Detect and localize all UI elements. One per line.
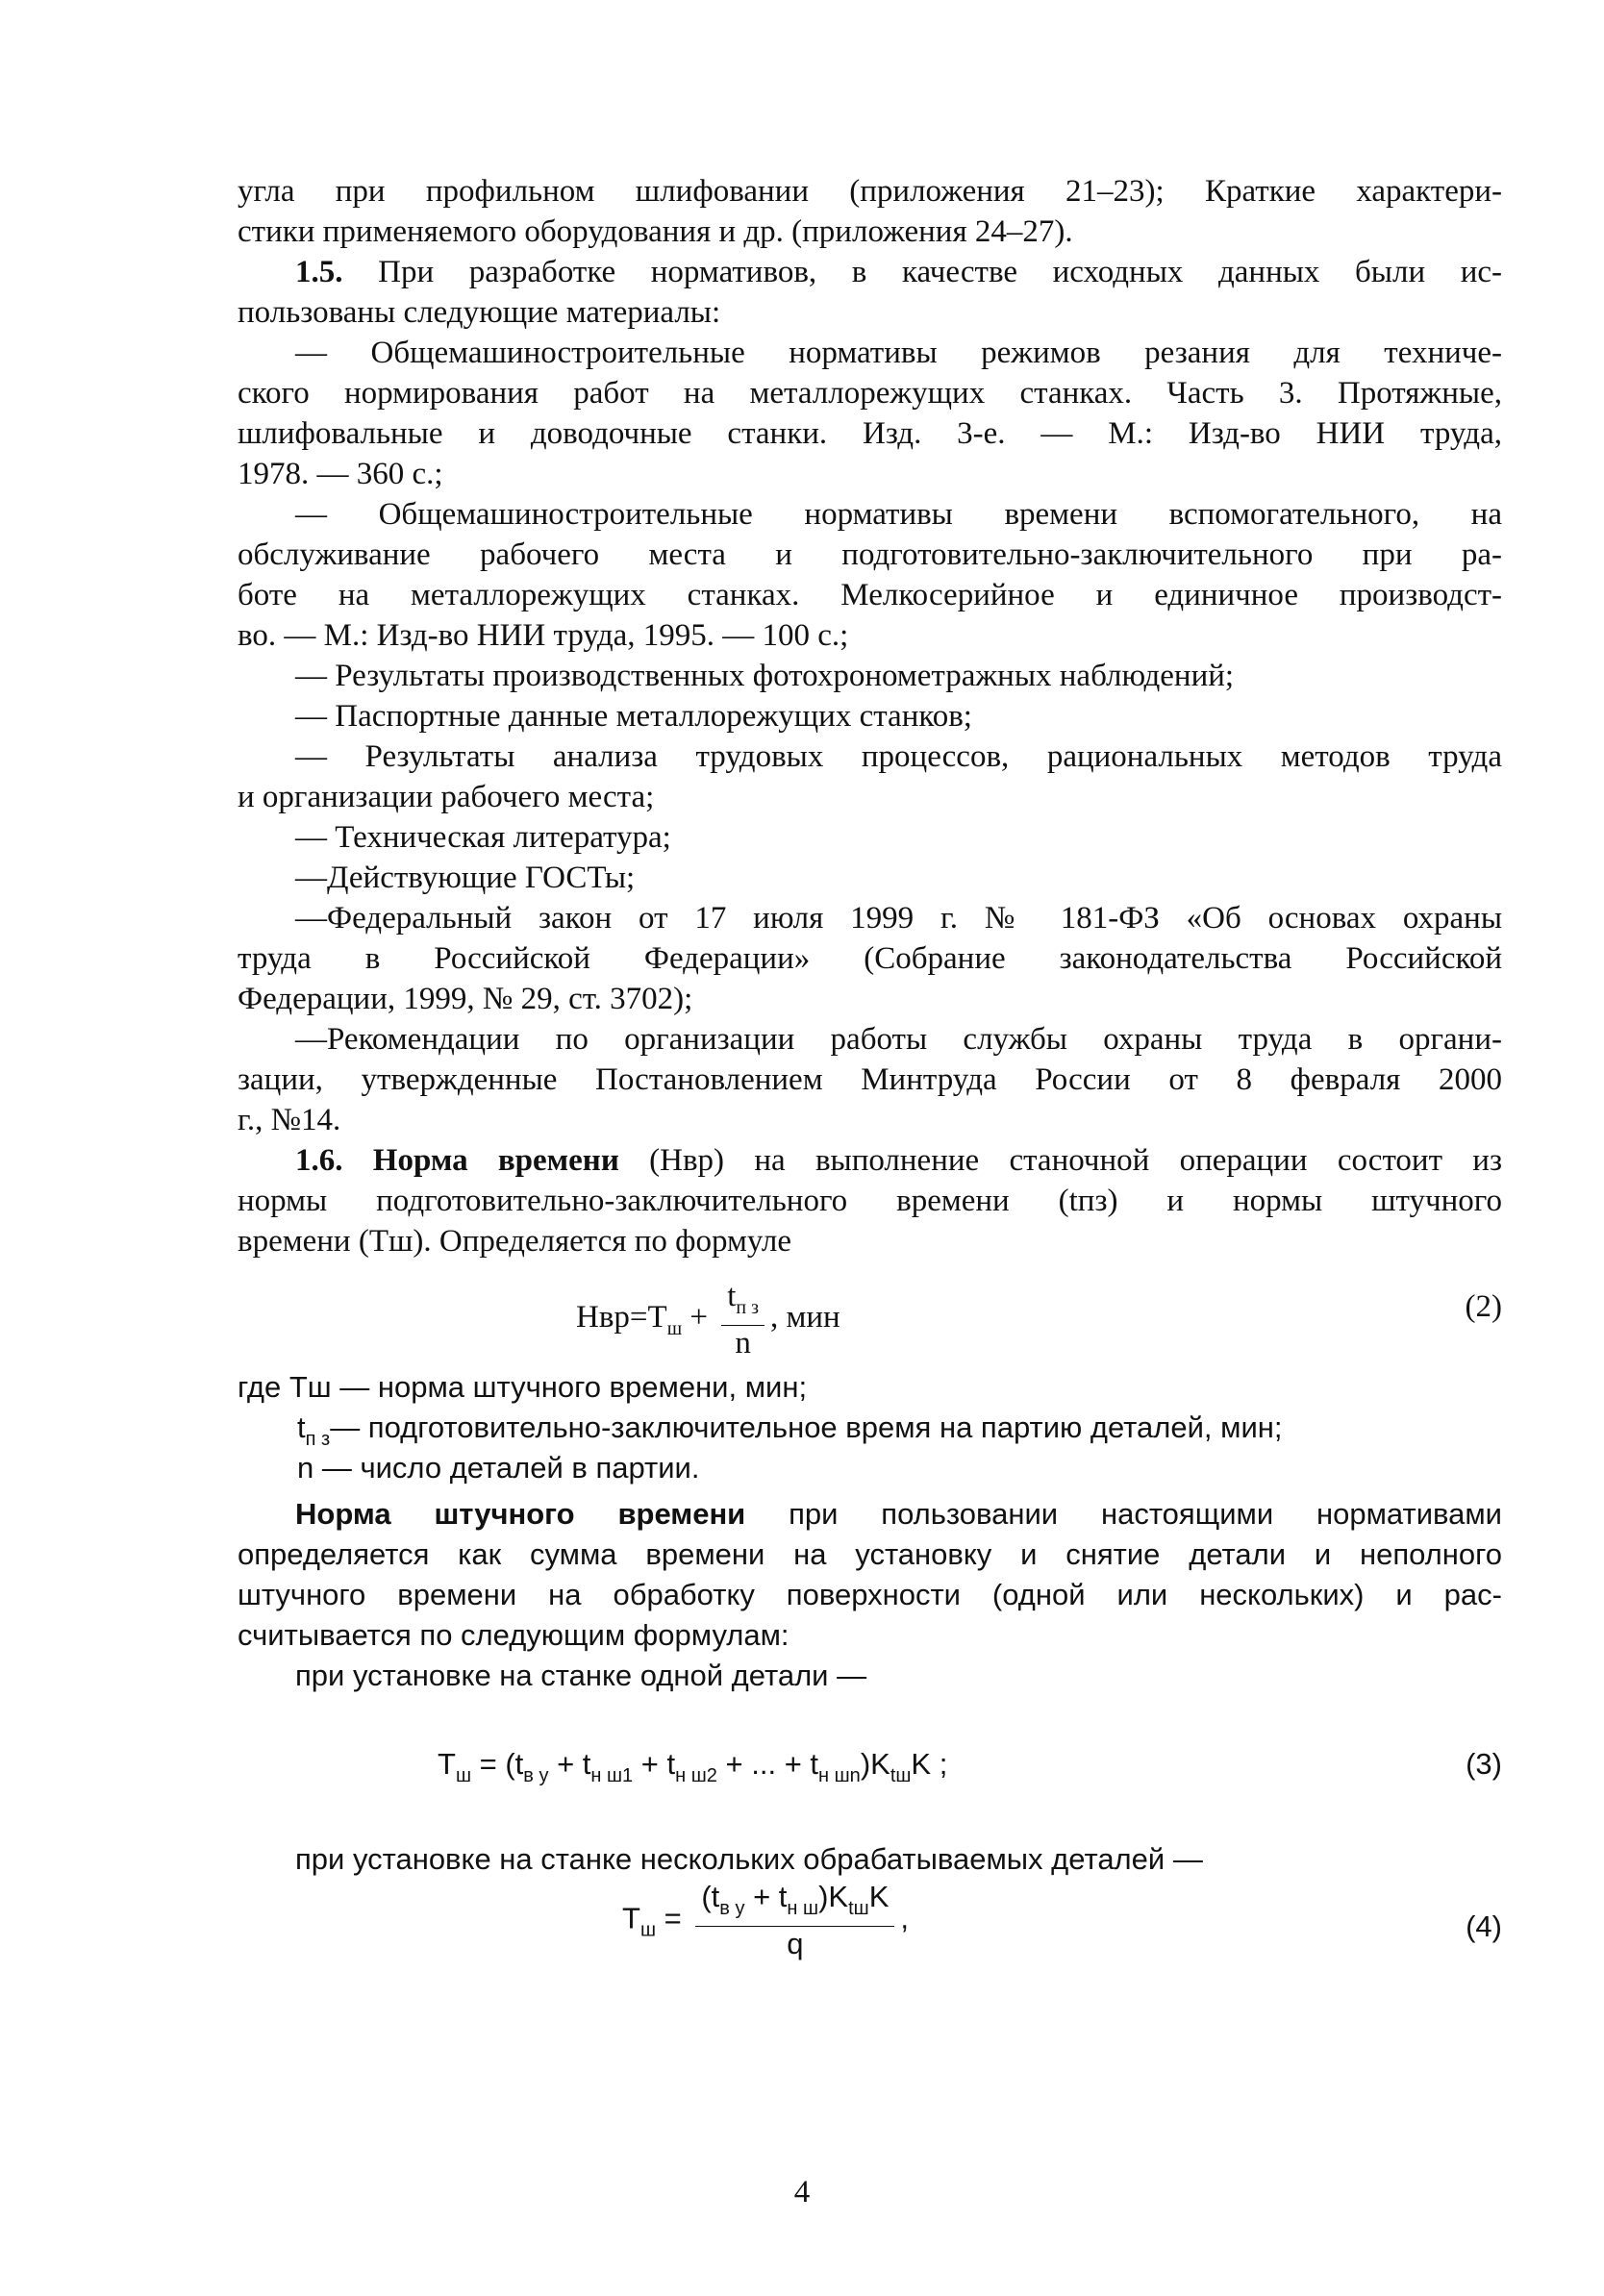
formula-term: )K: [860, 1747, 890, 1781]
text-line: — Техническая литература;: [295, 820, 671, 855]
denominator: n: [735, 1326, 751, 1360]
text-line: — Общемашиностроительные нормативы режимов резания для техниче-: [295, 336, 1502, 370]
fraction: [721, 1279, 764, 1360]
text-line: —Действующие ГОСТы;: [295, 861, 636, 895]
subscript: п з: [305, 1429, 331, 1450]
bold-term: Норма штучного времени: [295, 1497, 746, 1531]
text-line: стики применяемого оборудования и др. (приложения 24–27).: [238, 214, 1073, 249]
subscript: tш: [848, 1898, 869, 1919]
equation-number: (3): [1466, 1747, 1502, 1781]
subscript: ш: [455, 1765, 471, 1786]
section-1-6: [238, 1140, 1502, 1181]
text-line: ского нормирования работ на металлорежущих станках. Часть 3. Протяжные,: [238, 376, 1502, 411]
page-number: 4: [793, 2175, 811, 2209]
text-line: — подготовительно-заключительное время на партию деталей, мин;: [330, 1410, 1283, 1444]
text-line: и организации рабочего места;: [238, 780, 655, 814]
text-line: пользованы следующие материалы:: [238, 295, 721, 330]
formula-term: + ... + t: [716, 1747, 819, 1781]
text-line: при установке на станке одной детали —: [295, 1659, 867, 1692]
subscript: ш: [666, 1318, 683, 1340]
plus-sign: +: [689, 1300, 708, 1335]
text-line: —Федеральный закон от 17 июля 1999 г. № 181-ФЗ «Об основах охраны: [295, 901, 1502, 936]
text-line: зации, утвержденные Постановлением Минтруда России от 8 февраля 2000: [238, 1062, 1502, 1097]
subscript: tш: [890, 1765, 912, 1786]
text-line: боте на металлорежущих станках. Мелкосерийное и единичное производст-: [238, 578, 1502, 612]
subscript: н ш: [787, 1898, 819, 1919]
equation-number: (4): [1466, 1909, 1502, 1943]
fraction: [695, 1880, 894, 1961]
text-line: угла при профильном шлифовании (приложения 21–23); Краткие характери-: [238, 174, 1502, 209]
text-line: нормы подготовительно-заключительного времени (tпз) и нормы штучного: [238, 1184, 1502, 1218]
text-line: считывается по следующим формулам:: [238, 1618, 789, 1652]
unit: , мин: [770, 1300, 840, 1335]
subscript: в у: [523, 1765, 549, 1786]
formula-3: [238, 1696, 1502, 1839]
formula-term: )K: [818, 1880, 849, 1913]
piece-norm-paragraph: [238, 1494, 1502, 1535]
document-page: [238, 171, 1502, 2024]
formula-term: K ;: [911, 1747, 948, 1781]
text-line: где Тш — норма штучного времени, мин;: [238, 1370, 808, 1404]
text-line: труда в Российской Федерации» (Собрание законодательства Российской: [238, 941, 1502, 976]
formula-term: + t: [548, 1747, 591, 1781]
text-line: 1978. — 360 с.;: [238, 457, 443, 491]
text-line: — Результаты производственных фотохронометражных наблюдений;: [295, 659, 1235, 693]
formula-2: [238, 1261, 1502, 1367]
formula-lhs: Нвр=Т: [576, 1300, 667, 1335]
text-line: на выполнение станочной операции состоит из: [754, 1143, 1503, 1178]
formula-term: = (t: [479, 1747, 524, 1781]
numerator: t: [727, 1279, 737, 1313]
text-line: При разработке нормативов, в качестве исходных данных были ис-: [378, 255, 1503, 289]
formula-term: + t: [633, 1747, 676, 1781]
subscript: н ш1: [590, 1765, 634, 1786]
subscript: н шn: [818, 1765, 861, 1786]
section-1-5: [238, 252, 1502, 292]
formula-lhs: Т: [622, 1901, 640, 1935]
text-line: Федерации, 1999, № 29, ст. 3702);: [238, 982, 693, 1016]
denominator: q: [787, 1927, 804, 1960]
definition-tpz: [238, 1408, 1502, 1448]
text-line: времени (Тш). Определяется по формуле: [238, 1224, 792, 1259]
text-line: определяется как сумма времени на установку и снятие детали и неполного: [238, 1537, 1502, 1571]
subscript: ш: [639, 1919, 656, 1941]
text-line: — Паспортные данные металлорежущих станков;: [295, 699, 972, 734]
subscript: в у: [719, 1898, 745, 1919]
text-line: обслуживание рабочего места и подготовительно-заключительного при ра-: [238, 537, 1502, 572]
formula-term: (t: [701, 1880, 720, 1913]
text-line: n — число деталей в партии.: [297, 1451, 700, 1485]
symbol: (Нвр): [649, 1143, 725, 1178]
equals-sign: =: [664, 1901, 682, 1935]
formula-term: ,: [900, 1901, 909, 1935]
formula-term: + t: [744, 1880, 788, 1913]
subscript: н ш2: [675, 1765, 717, 1786]
formula-lhs: Т: [438, 1747, 456, 1781]
subscript: п з: [736, 1297, 759, 1318]
text-line: во. — М.: Изд-во НИИ труда, 1995. — 100 с.;: [238, 618, 849, 653]
text-line: шлифовальные и доводочные станки. Изд. 3-е. — М.: Изд-во НИИ труда,: [238, 416, 1502, 451]
section-heading: 1.6. Норма времени: [295, 1143, 619, 1178]
text-line: г., №14.: [238, 1103, 341, 1137]
text-line: при установке на станке нескольких обрабатываемых деталей —: [295, 1842, 1203, 1876]
formula-4: [238, 1880, 1502, 2024]
text-line: при пользовании настоящими нормативами: [789, 1497, 1502, 1531]
section-number: 1.5.: [295, 255, 343, 289]
symbol: t: [297, 1410, 306, 1444]
text-line: —Рекомендации по организации работы службы охраны труда в органи-: [295, 1022, 1502, 1057]
equation-number: (2): [1465, 1289, 1502, 1324]
text-line: — Результаты анализа трудовых процессов, рациональных методов труда: [295, 739, 1502, 774]
text-line: — Общемашиностроительные нормативы времени вспомогательного, на: [295, 497, 1502, 532]
text-line: штучного времени на обработку поверхности (одной или нескольких) и рас-: [238, 1578, 1502, 1611]
formula-term: K: [868, 1880, 890, 1913]
